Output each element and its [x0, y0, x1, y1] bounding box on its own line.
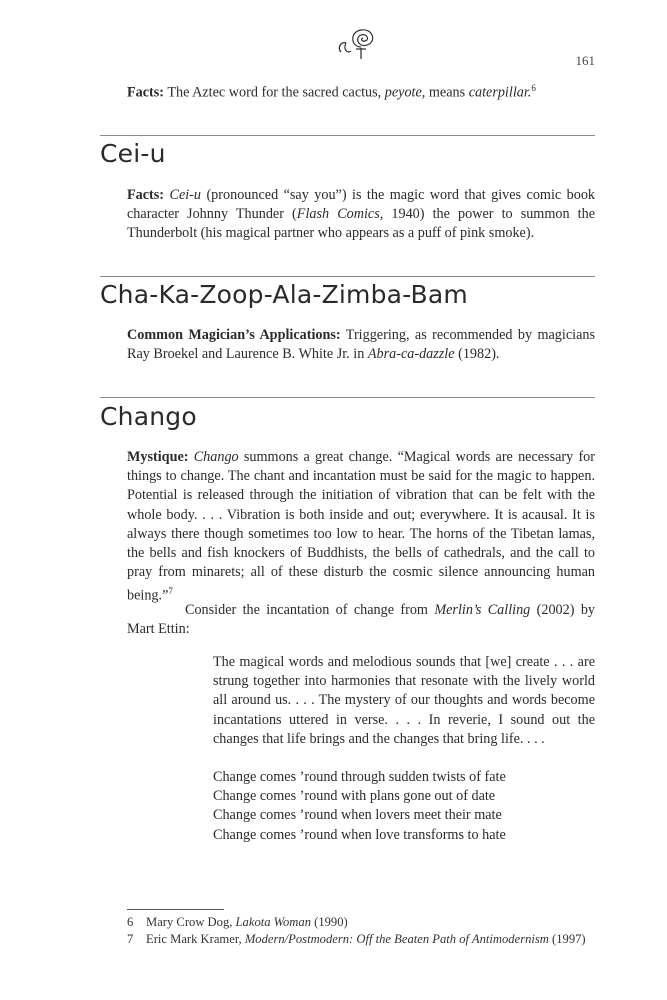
footnote-number: 7 — [127, 932, 134, 946]
section-divider — [100, 276, 595, 277]
flash-comics-title: Flash Comics, — [296, 206, 384, 223]
footnote-text: (1997) — [548, 932, 586, 946]
footnote-text: (1990) — [311, 915, 348, 929]
footnote-ref-6: 6 — [531, 83, 536, 93]
applications-label: Common Magician’s Applications: — [127, 327, 341, 343]
verse-block — [213, 768, 595, 845]
entry-heading-cha-ka-zoop: Cha-Ka-Zoop-Ala-Zimba-Bam — [100, 280, 468, 309]
facts-peyote-paragraph — [127, 79, 595, 103]
footnotes — [127, 914, 597, 948]
footnote-number: 6 — [127, 915, 134, 929]
cha-ka-applications-paragraph — [127, 326, 595, 364]
section-divider — [100, 397, 595, 398]
footnote-ref-7: 7 — [168, 586, 173, 597]
footnote-text: Eric Mark Kramer, — [146, 932, 245, 946]
consider-text: (2002) by Mart Ettin: — [127, 602, 596, 638]
merlins-calling-title: Merlin’s Calling — [434, 602, 531, 618]
footnote-item — [127, 931, 597, 948]
footnote-text: Mary Crow Dog, — [146, 915, 236, 929]
facts-text: means — [425, 84, 469, 101]
mystique-label: Mystique: — [127, 449, 189, 465]
cei-u-term: Cei-u — [169, 187, 202, 203]
chango-term: Chango — [193, 449, 239, 465]
chango-mystique-paragraph — [127, 448, 595, 606]
entry-heading-cei-u: Cei-u — [100, 139, 166, 168]
spiral-ornament-icon — [337, 24, 387, 60]
facts-text: (pronounced “say you”) is the magic word that gives comic book character Johnny Thunder ( — [127, 187, 596, 223]
applications-text: (1982). — [454, 346, 500, 363]
verse-line: Change comes ’round when lovers meet their mate — [213, 807, 502, 824]
applications-text: Triggering, as recommended by magicians Ray Broekel and Laurence B. White Jr. in — [127, 327, 595, 363]
consider-text: Consider the incantation of change from — [185, 602, 435, 618]
facts-label: Facts: — [127, 84, 165, 101]
entry-heading-chango: Chango — [100, 402, 197, 431]
footnote-divider — [127, 909, 224, 910]
consider-paragraph — [127, 601, 595, 639]
section-divider — [100, 135, 595, 136]
facts-text: 1940) the power to summon the Thunderbolt (his magical partner who appears as a puff of pink smoke). — [127, 206, 595, 242]
peyote-term: peyote, — [384, 84, 426, 101]
footnote-item — [127, 914, 597, 931]
cei-u-facts-paragraph — [127, 186, 595, 244]
verse-line: Change comes ’round with plans gone out of date — [213, 788, 496, 805]
facts-label: Facts: — [127, 187, 165, 203]
footnote-title: Lakota Woman — [235, 915, 311, 929]
facts-text: The Aztec word for the sacred cactus, — [164, 84, 385, 101]
footnote-title: Modern/Postmodern: Off the Beaten Path of Antimodernism — [244, 932, 549, 946]
page-number: 161 — [575, 53, 595, 68]
block-quote: The magical words and melodious sounds that [we] create . . . are strung together into harmonies that resonate with the lively world all around us. . . . The mystery of our thoughts and words become incantations uttered in verse. . . . In reverie, I sound out the changes that life brings and the changes that bring life. . . . — [213, 654, 595, 747]
caterpillar-term: caterpillar. — [468, 84, 532, 101]
mystique-text: summons a great change. “Magical words are necessary for things to change. The chant and incantation must be said for the magic to happen. Potential is released through the initiation of vibration that can be felt with the whole body. . . . Vibration is both inside and out; everywhere. It is acausal. It is always there though sometimes too low to hear. The horns of the Tibetan lamas, the bells and fish knockers of Buddhists, the bells of cathedrals, and the call to pray from minarets; all of these disturb the cosmic silence announcing human being.” — [127, 449, 595, 605]
verse-line: Change comes ’round through sudden twists of fate — [213, 769, 506, 785]
verse-line: Change comes ’round when love transforms to hate — [213, 826, 506, 843]
abra-ca-dazzle-title: Abra-ca-dazzle — [367, 346, 455, 363]
